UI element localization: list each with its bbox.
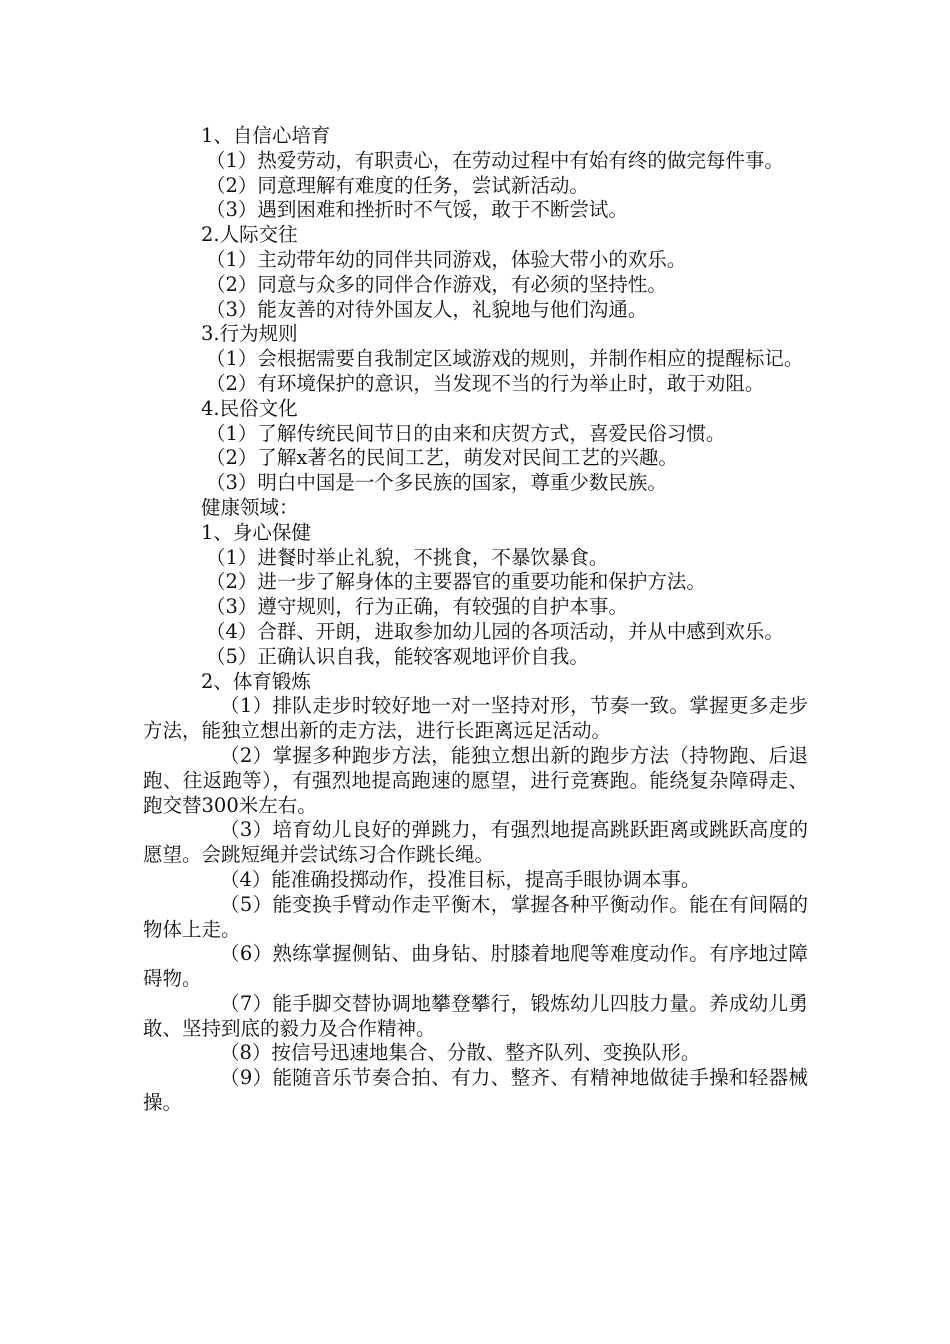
section-heading: 2、体育锻炼 bbox=[201, 669, 311, 693]
section-heading: 1、身心保健 bbox=[201, 520, 311, 544]
list-item: （2）同意理解有难度的任务，尝试新活动。 bbox=[206, 173, 589, 197]
list-item: （4）能准确投掷动作，投准目标，提高手眼协调本事。 bbox=[220, 867, 701, 891]
list-item: （1）排队走步时较好地一对一坚持对形，节奏一致。掌握更多走步方法，能独立想出新的走方法，进行长距离远足活动。 bbox=[143, 694, 808, 743]
list-item: （1）主动带年幼的同伴共同游戏，体验大带小的欢乐。 bbox=[206, 247, 687, 271]
section-heading: 4.民俗文化 bbox=[201, 396, 298, 420]
section-heading: 3.行为规则 bbox=[201, 322, 298, 346]
list-item: （1）热爱劳动，有职责心，在劳动过程中有始有终的做完每件事。 bbox=[206, 148, 784, 172]
list-item: （3）遇到困难和挫折时不气馁，敢于不断尝试。 bbox=[206, 198, 628, 222]
list-item: （3）明白中国是一个多民族的国家，尊重少数民族。 bbox=[206, 471, 667, 495]
list-item: （3）能友善的对待外国友人，礼貌地与他们沟通。 bbox=[206, 297, 648, 321]
list-item: （6）熟练掌握侧钻、曲身钻、肘膝着地爬等难度动作。有序地过障碍物。 bbox=[143, 942, 808, 991]
list-item: （2）进一步了解身体的主要器官的重要功能和保护方法。 bbox=[206, 570, 706, 594]
list-item: （7）能手脚交替协调地攀登攀行，锻炼幼儿四肢力量。养成幼儿勇敢、坚持到底的毅力及合作精神。 bbox=[143, 991, 808, 1040]
list-item: （1）进餐时举止礼貌，不挑食，不暴饮暴食。 bbox=[206, 545, 609, 569]
document-body bbox=[143, 124, 808, 1116]
list-item: （2）掌握多种跑步方法，能独立想出新的跑步方法（持物跑、后退跑、往返跑等），有强烈地提高跑速的愿望，进行竞赛跑。能绕复杂障碍走、跑交替300米左右。 bbox=[143, 743, 808, 817]
section-heading: 健康领域： bbox=[201, 495, 299, 519]
list-item: （2）了解x著名的民间工艺，萌发对民间工艺的兴趣。 bbox=[206, 446, 678, 470]
list-item: （2）有环境保护的意识，当发现不当的行为举止时，敢于劝阻。 bbox=[206, 371, 765, 395]
list-item: （9）能随音乐节奏合拍、有力、整齐、有精神地做徒手操和轻器械操。 bbox=[143, 1066, 808, 1115]
section-heading: 2.人际交往 bbox=[201, 223, 298, 247]
list-item: （5）能变换手臂动作走平衡木，掌握各种平衡动作。能在有间隔的物体上走。 bbox=[143, 892, 808, 941]
list-item: （3）遵守规则，行为正确，有较强的自护本事。 bbox=[206, 595, 628, 619]
section-heading: 1、自信心培育 bbox=[201, 124, 331, 147]
list-item: （1）会根据需要自我制定区域游戏的规则，并制作相应的提醒标记。 bbox=[206, 347, 804, 371]
list-item: （1）了解传统民间节日的由来和庆贺方式，喜爱民俗习惯。 bbox=[206, 421, 726, 445]
list-item: （8）按信号迅速地集合、分散、整齐队列、变换队形。 bbox=[220, 1041, 701, 1065]
list-item: （5）正确认识自我，能较客观地评价自我。 bbox=[206, 644, 589, 668]
list-item: （4）合群、开朗，进取参加幼儿园的各项活动，并从中感到欢乐。 bbox=[206, 619, 784, 643]
list-item: （2）同意与众多的同伴合作游戏，有必须的坚持性。 bbox=[206, 272, 667, 296]
list-item: （3）培育幼儿良好的弹跳力，有强烈地提高跳跃距离或跳跃高度的愿望。会跳短绳并尝试练习合作跳长绳。 bbox=[143, 818, 808, 867]
